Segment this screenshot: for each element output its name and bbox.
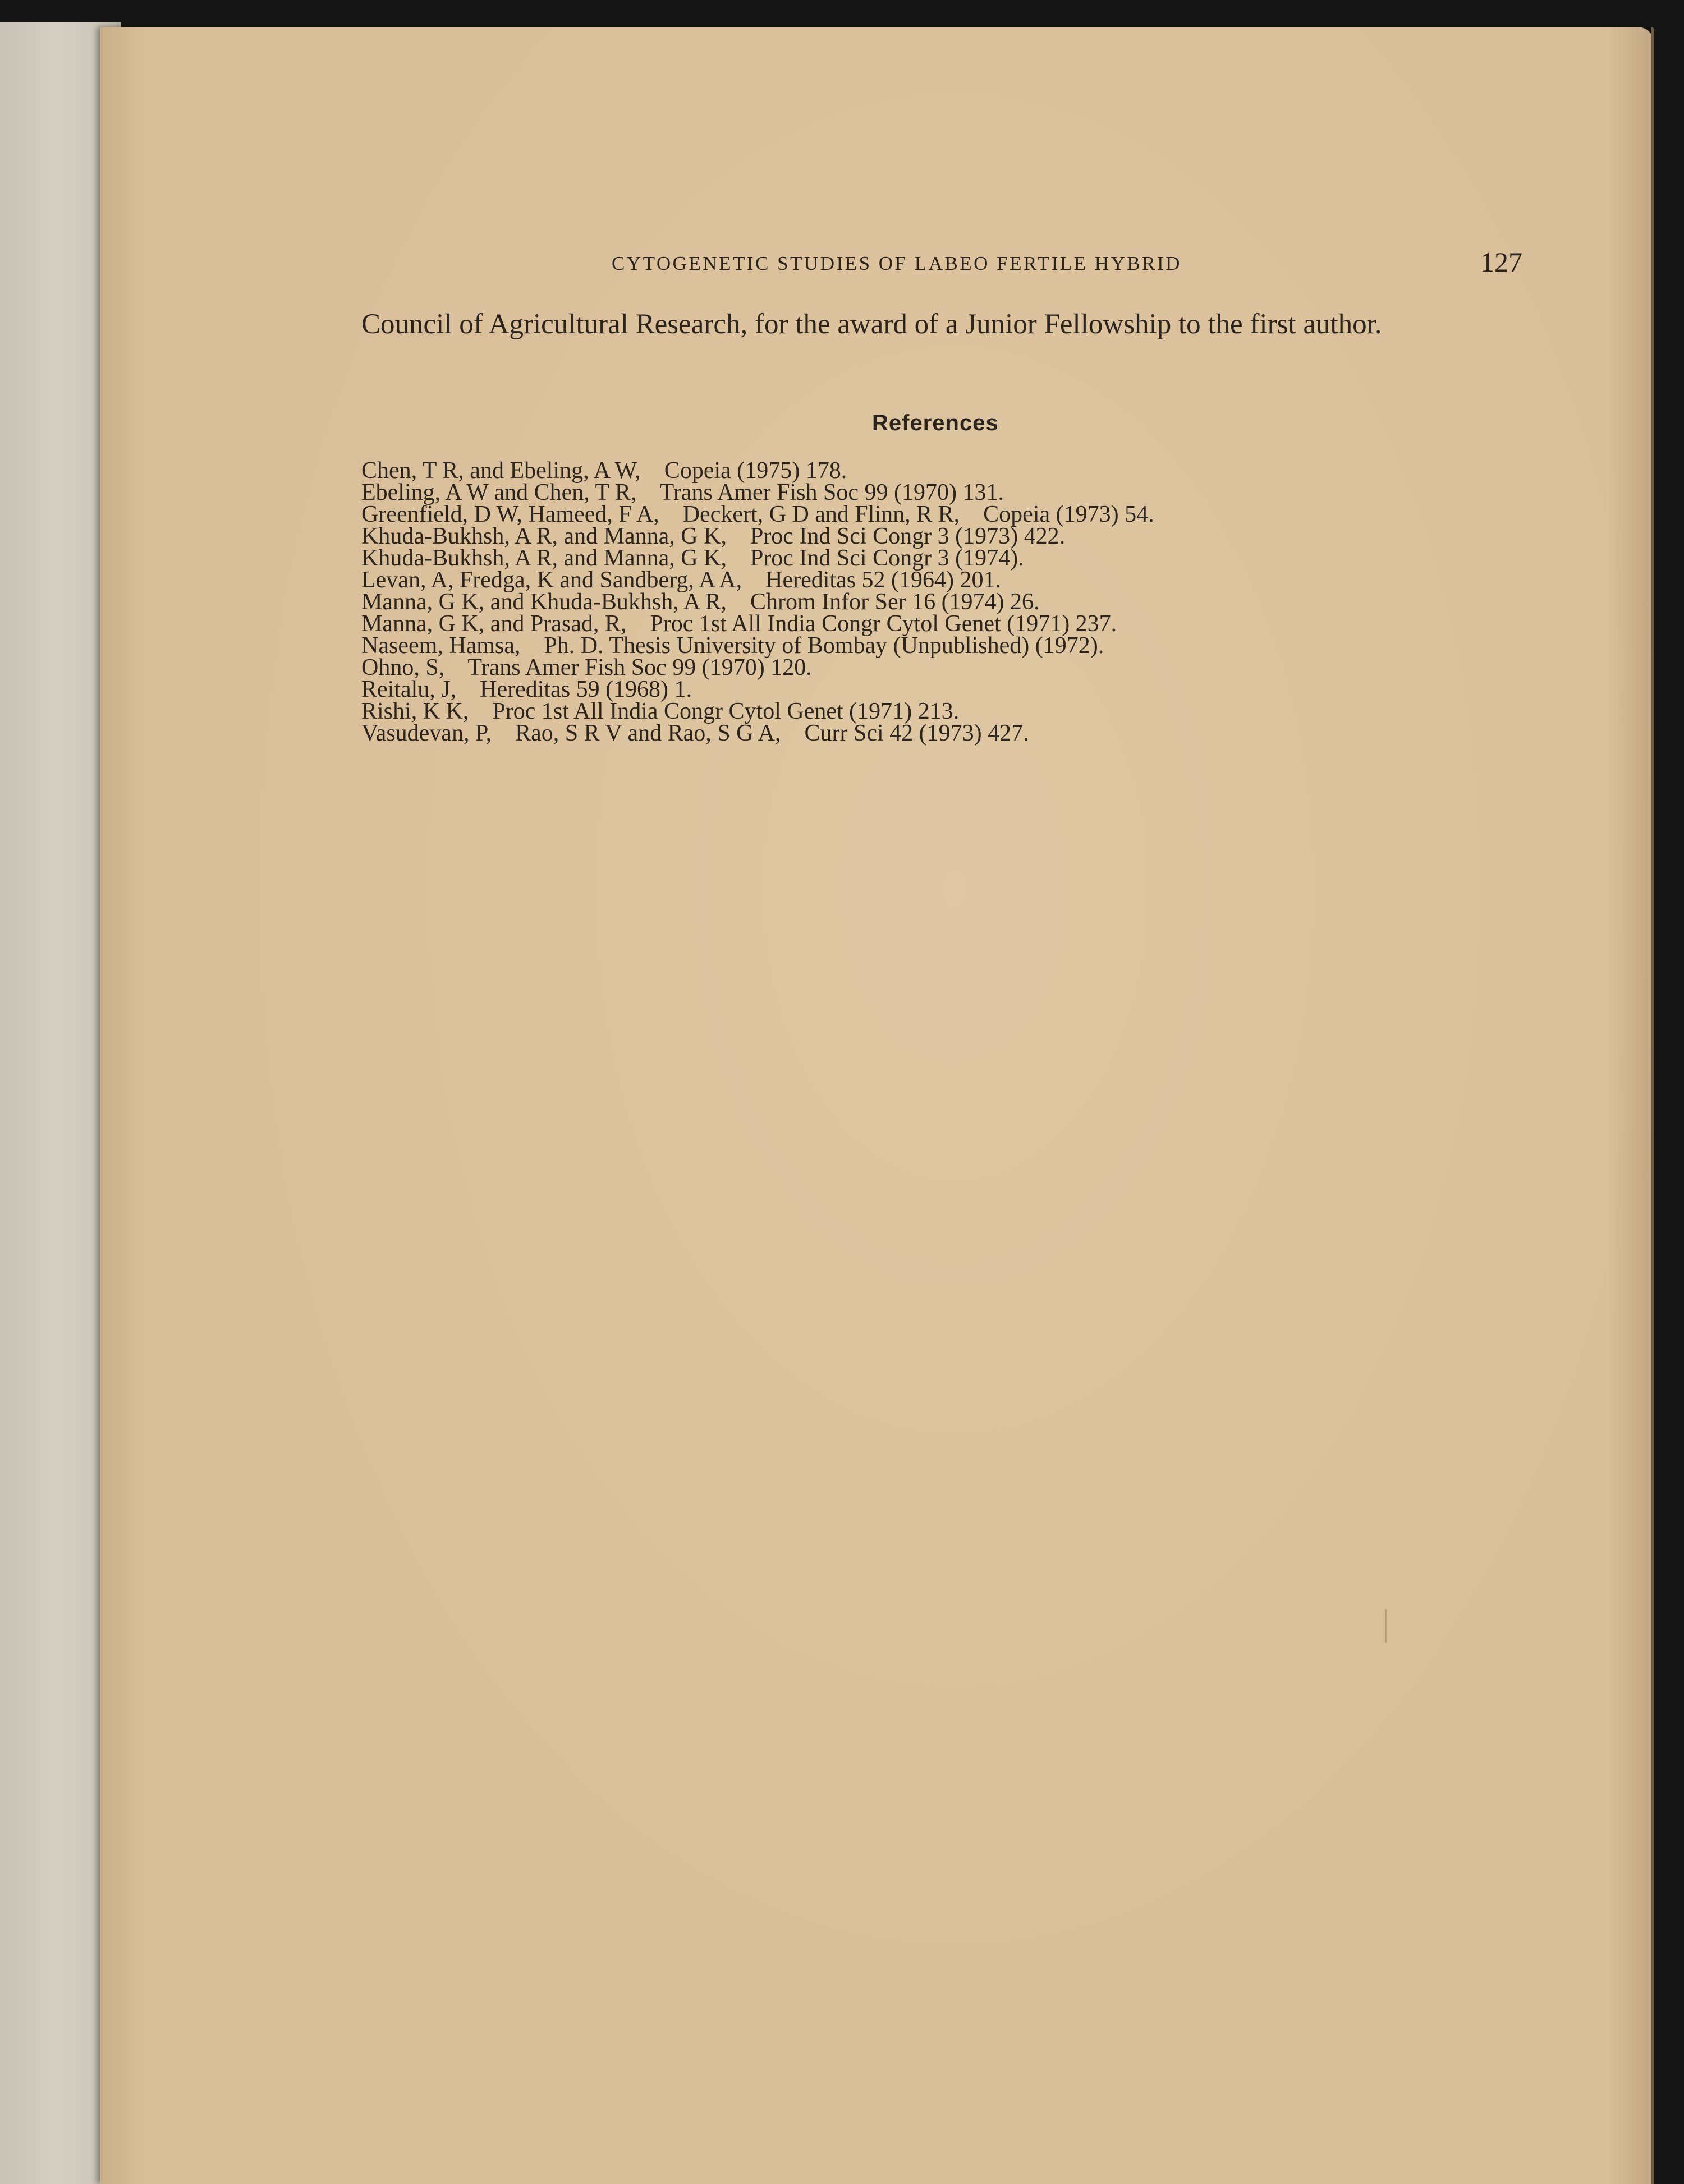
references-list [361, 460, 1154, 744]
reference-item: Ebeling, A W and Chen, T R, Trans Amer Fish Soc 99 (1970) 131. [361, 480, 1004, 505]
reference-item: Greenfield, D W, Hameed, F A, Deckert, G D and Flinn, R R, Copeia (1973) 54. [361, 502, 1154, 527]
reference-item: Levan, A, Fredga, K and Sandberg, A A, Hereditas 52 (1964) 201. [361, 567, 1002, 593]
reference-item: Chen, T R, and Ebeling, A W, Copeia (1975) 178. [361, 458, 847, 484]
reference-item: Manna, G K, and Khuda-Bukhsh, A R, Chrom Infor Ser 16 (1974) 26. [361, 589, 1040, 615]
paper-mark [1385, 1609, 1387, 1643]
reference-item: Khuda-Bukhsh, A R, and Manna, G K, Proc Ind Sci Congr 3 (1974). [361, 545, 1024, 571]
acknowledgement-paragraph: Council of Agricultural Research, for the award of a Junior Fellowship to the first author. [361, 309, 1382, 340]
references-heading: References [872, 411, 999, 435]
reference-item: Reitalu, J, Hereditas 59 (1968) 1. [361, 677, 692, 702]
page-right-edge [1651, 27, 1654, 2184]
document-page [100, 27, 1654, 2184]
reference-item: Manna, G K, and Prasad, R, Proc 1st All India Congr Cytol Genet (1971) 237. [361, 611, 1117, 637]
running-title: CYTOGENETIC STUDIES OF LABEO FERTILE HYBRID [612, 252, 1182, 274]
reference-item: Khuda-Bukhsh, A R, and Manna, G K, Proc Ind Sci Congr 3 (1973) 422. [361, 523, 1066, 549]
reference-item: Ohno, S, Trans Amer Fish Soc 99 (1970) 120. [361, 655, 812, 681]
reference-item: Rishi, K K, Proc 1st All India Congr Cytol Genet (1971) 213. [361, 698, 960, 724]
reference-item: Naseem, Hamsa, Ph. D. Thesis University of Bombay (Unpublished) (1972). [361, 633, 1104, 659]
page-number: 127 [1480, 246, 1522, 278]
reference-item: Vasudevan, P, Rao, S R V and Rao, S G A, Curr Sci 42 (1973) 427. [361, 720, 1029, 746]
